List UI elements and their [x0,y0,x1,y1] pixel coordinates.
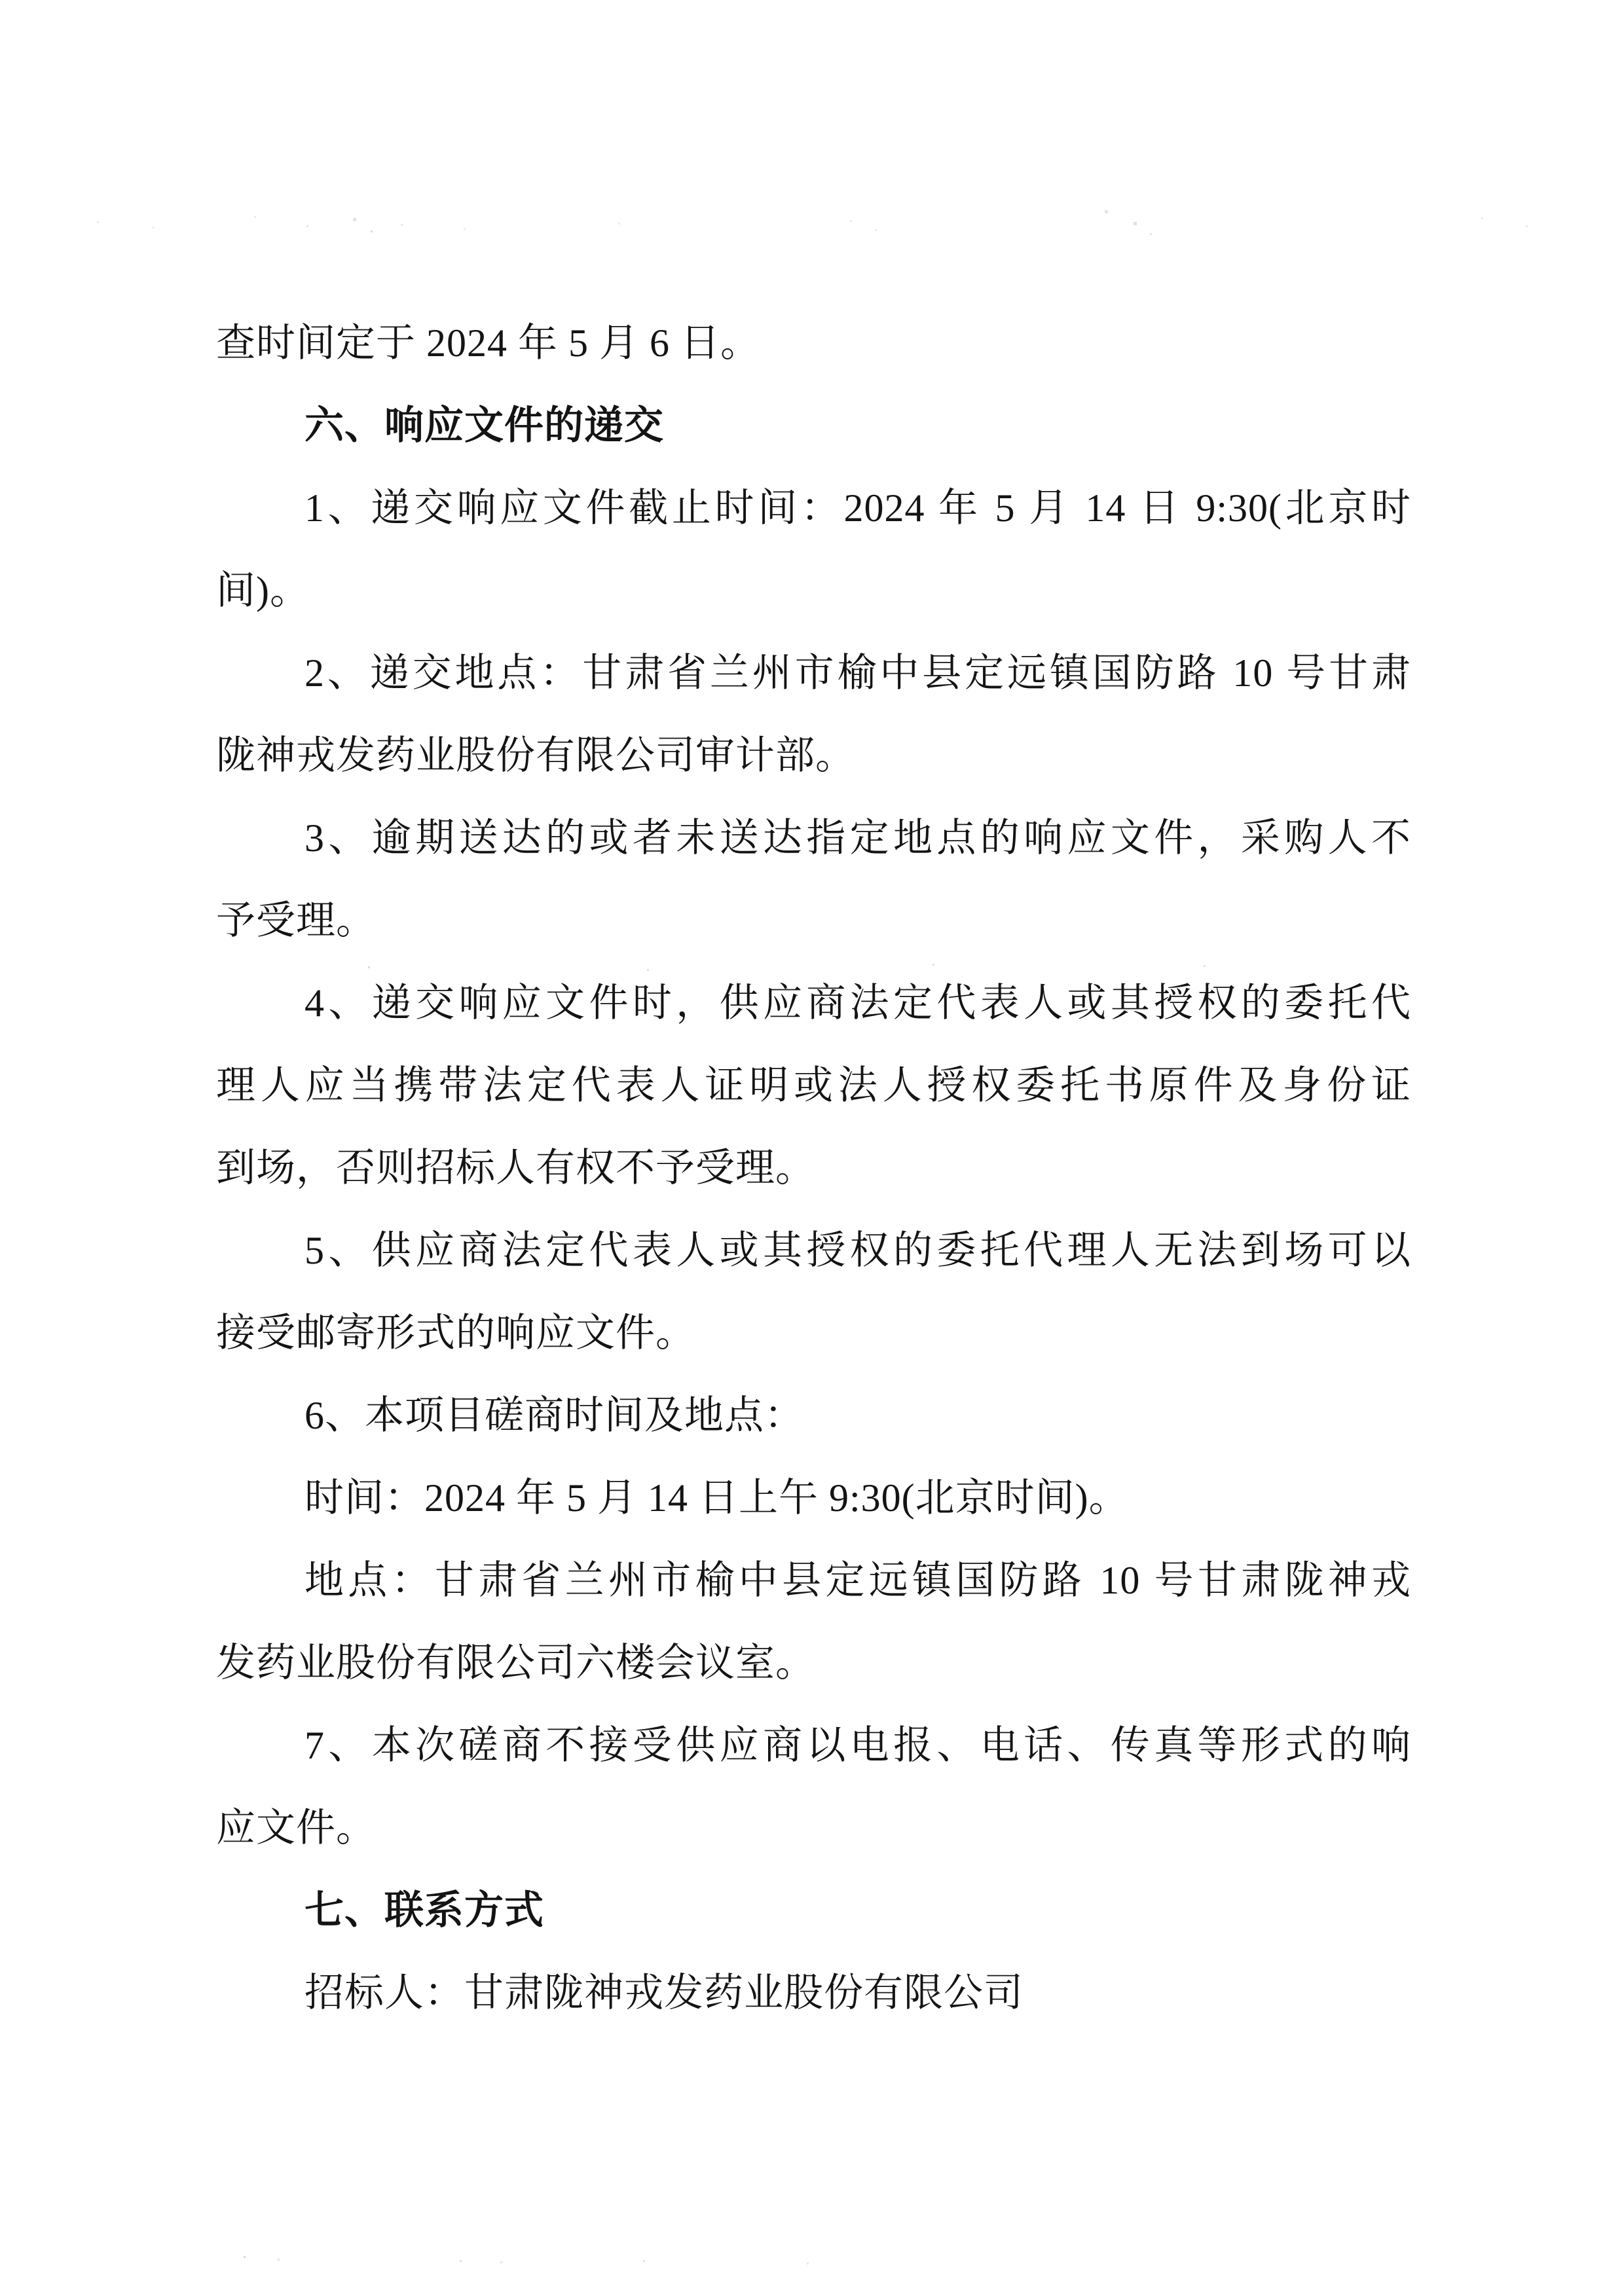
text-line: 予受理。 [216,899,376,942]
text-line: 理人应当携带法定代表人证明或法人授权委托书原件及身份证 [216,1064,1411,1107]
text-line: 查时间定于 2024 年 5 月 6 日。 [216,321,760,365]
text-line: 间)。 [216,569,310,612]
text-line: 3、逾期送达的或者未送达指定地点的响应文件，采购人不 [304,816,1411,860]
text-line: 1、递交响应文件截止时间：2024 年 5 月 14 日 9:30(北京时 [304,486,1411,530]
text-line: 接受邮寄形式的响应文件。 [216,1311,695,1355]
section-heading: 七、联系方式 [304,1888,544,1932]
text-line: 到场，否则招标人有权不予受理。 [216,1146,815,1190]
text-line: 2、递交地点：甘肃省兰州市榆中县定远镇国防路 10 号甘肃 [304,651,1411,695]
text-line: 5、供应商法定代表人或其授权的委托代理人无法到场可以 [304,1229,1411,1272]
text-line: 招标人：甘肃陇神戎发药业股份有限公司 [304,1971,1024,2014]
text-line: 陇神戎发药业股份有限公司审计部。 [216,734,855,777]
text-line: 4、递交响应文件时，供应商法定代表人或其授权的委托代 [304,981,1411,1025]
text-line: 时间：2024 年 5 月 14 日上午 9:30(北京时间)。 [304,1476,1129,1520]
text-line: 7、本次磋商不接受供应商以电报、电话、传真等形式的响 [304,1724,1411,1767]
text-block [216,302,1411,2034]
scan-noise [0,0,2,2]
text-line: 6、本项目磋商时间及地点： [304,1394,804,1437]
text-line: 应文件。 [216,1806,376,1850]
section-heading: 六、响应文件的递交 [304,403,664,447]
text-line: 地点：甘肃省兰州市榆中县定远镇国防路 10 号甘肃陇神戎 [304,1559,1411,1602]
text-line: 发药业股份有限公司六楼会议室。 [216,1641,815,1685]
